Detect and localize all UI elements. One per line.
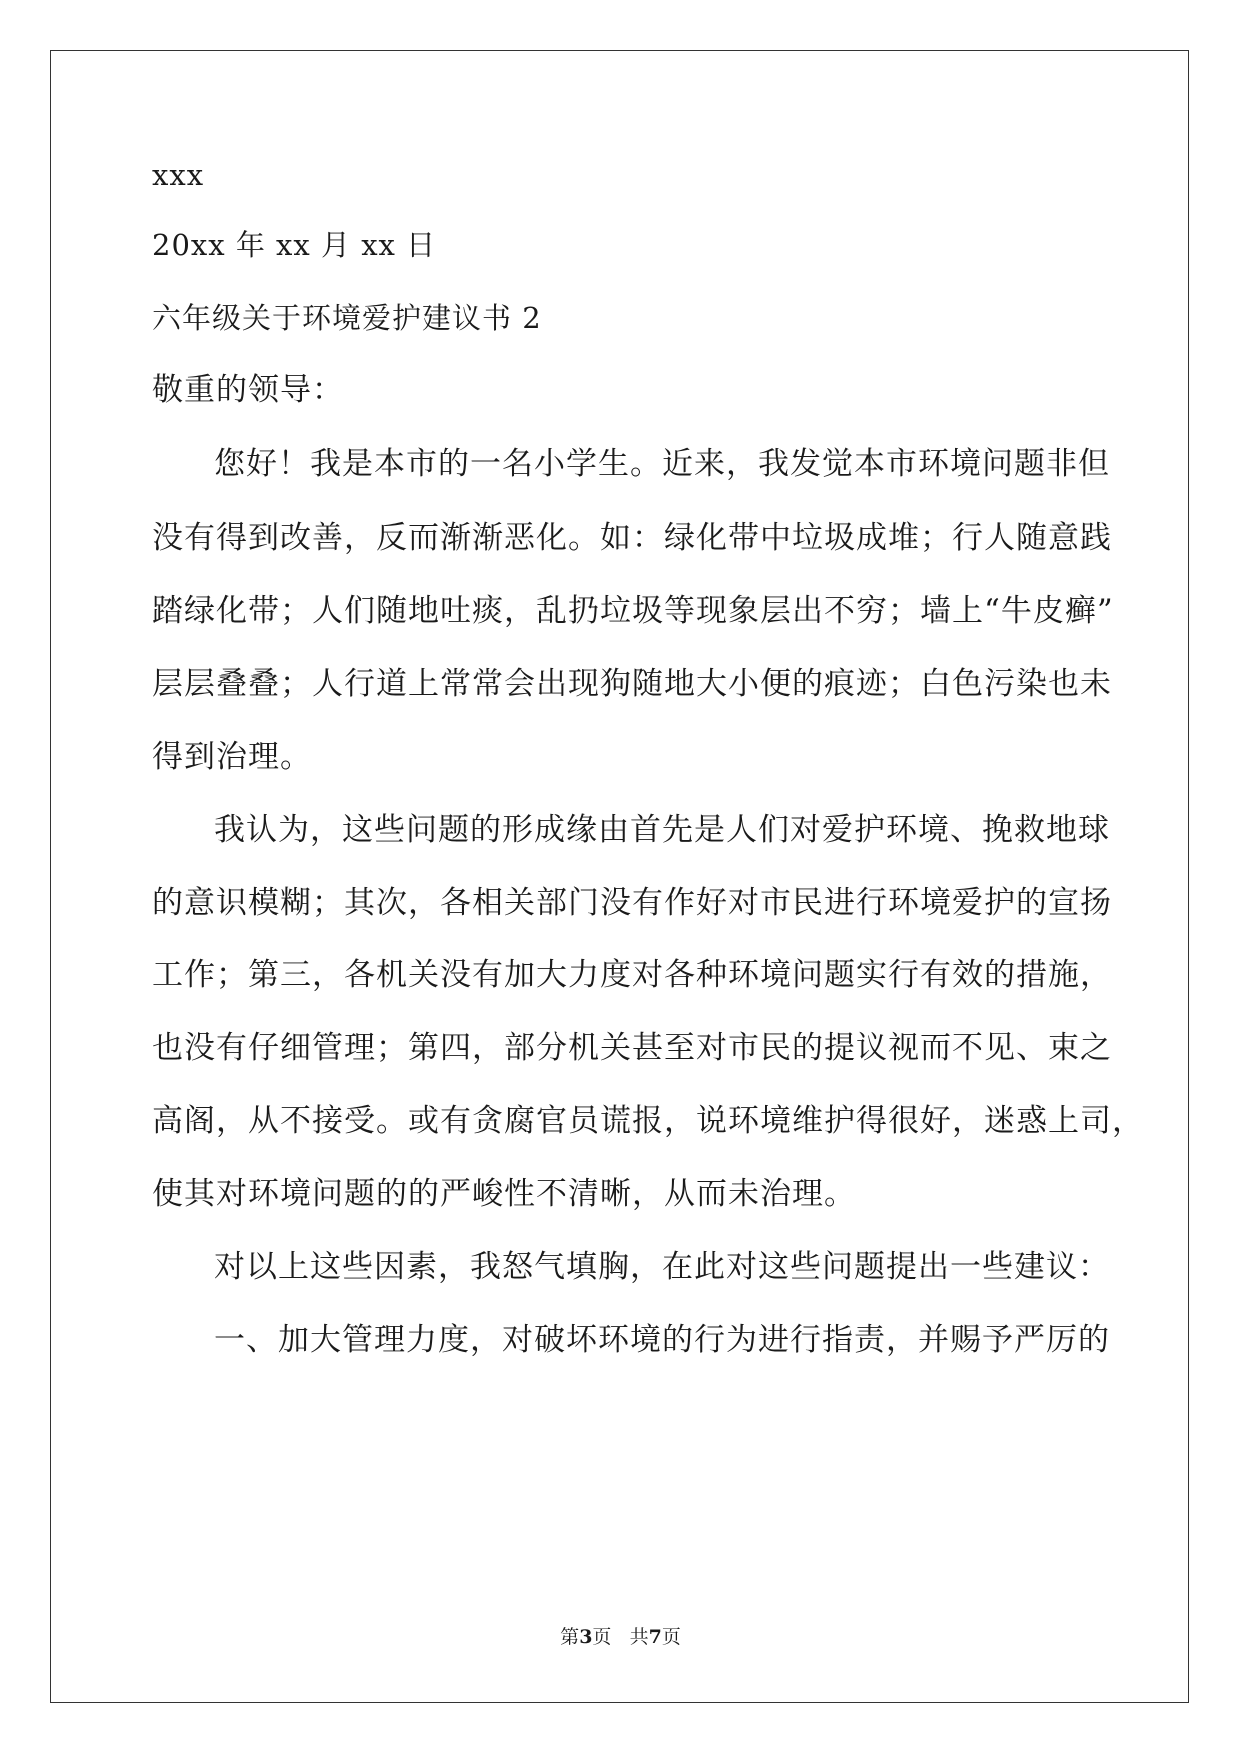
footer-prefix: 第	[560, 1626, 580, 1648]
paragraph-line: 得到治理。	[152, 739, 312, 775]
paragraph-line: 高阁，从不接受。或有贪腐官员谎报，说环境维护得很好，迷惑上司，	[152, 1103, 1144, 1139]
paragraph-line: 层层叠叠；人行道上常常会出现狗随地大小便的痕迹；白色污染也未	[152, 666, 1112, 702]
page-number: 3	[579, 1626, 593, 1648]
paragraph-line: 没有得到改善，反而渐渐恶化。如：绿化带中垃圾成堆；行人随意践	[152, 520, 1112, 556]
paragraph-line: 使其对环境问题的的严峻性不清晰，从而未治理。	[152, 1176, 856, 1212]
signature: xxx	[152, 158, 205, 192]
paragraph-line: 踏绿化带；人们随地吐痰，乱扔垃圾等现象层出不穷；墙上“牛皮癣”	[152, 593, 1114, 629]
paragraph-line: 工作；第三，各机关没有加大力度对各种环境问题实行有效的措施，	[152, 957, 1112, 993]
salutation: 敬重的领导：	[152, 372, 344, 408]
footer-total-suffix: 页	[661, 1626, 681, 1648]
paragraph-line: 的意识模糊；其次，各相关部门没有作好对市民进行环境爱护的宣扬	[152, 885, 1112, 921]
paragraph-line: 我认为，这些问题的形成缘由首先是人们对爱护环境、挽救地球	[214, 812, 1110, 848]
paragraph-line: 您好！我是本市的一名小学生。近来，我发觉本市环境问题非但	[214, 446, 1110, 482]
footer-page-suffix: 页	[592, 1626, 612, 1648]
page-footer	[0, 1625, 1241, 1649]
document-title: 六年级关于环境爱护建议书 2	[152, 301, 542, 335]
footer-total-prefix: 共	[629, 1626, 649, 1648]
paragraph-line: 也没有仔细管理；第四，部分机关甚至对市民的提议视而不见、束之	[152, 1030, 1112, 1066]
paragraph-line: 一、加大管理力度，对破坏环境的行为进行指责，并赐予严厉的	[214, 1322, 1110, 1358]
total-pages: 7	[648, 1626, 662, 1648]
paragraph-line: 对以上这些因素，我怒气填胸，在此对这些问题提出一些建议：	[214, 1249, 1110, 1285]
date-line: 20xx 年 xx 月 xx 日	[152, 228, 437, 262]
